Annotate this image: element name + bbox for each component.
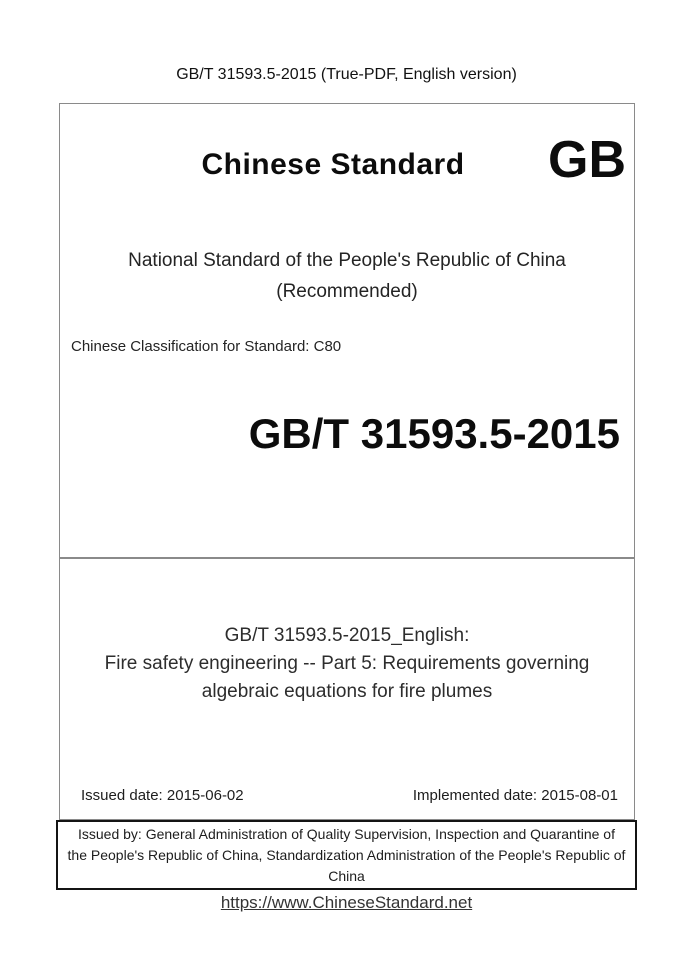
issued-by-line-1: Issued by: General Administration of Quality Supervision, Inspection and Quarantine of bbox=[78, 825, 615, 842]
issued-by-box bbox=[56, 820, 637, 890]
national-standard-line: National Standard of the People's Republic of China bbox=[128, 250, 566, 271]
classification-line: Chinese Classification for Standard: C80 bbox=[71, 338, 342, 355]
issued-by-line-3: China bbox=[328, 867, 365, 884]
issued-by-line-2: the People's Republic of China, Standardization Administration of the People's Republic of bbox=[67, 846, 626, 863]
english-title-block bbox=[60, 622, 634, 706]
english-title-line-3: algebraic equations for fire plumes bbox=[201, 681, 493, 702]
footer bbox=[0, 893, 693, 913]
gb-logo: GB bbox=[548, 131, 626, 189]
website-link[interactable]: https://www.ChineseStandard.net bbox=[220, 893, 473, 912]
cover-top-box bbox=[59, 103, 635, 558]
brand-title: Chinese Standard bbox=[201, 148, 465, 181]
issued-date: Issued date: 2015-06-02 bbox=[81, 787, 244, 804]
english-title-line-1: GB/T 31593.5-2015_English: bbox=[224, 625, 470, 646]
cover-title-box bbox=[59, 558, 635, 820]
document-header-title: GB/T 31593.5-2015 (True-PDF, English version) bbox=[176, 66, 517, 83]
recommended-line: (Recommended) bbox=[276, 281, 418, 302]
implemented-date: Implemented date: 2015-08-01 bbox=[412, 787, 618, 804]
standard-number: GB/T 31593.5-2015 bbox=[248, 410, 620, 457]
english-title-line-2: Fire safety engineering -- Part 5: Requirements governing bbox=[104, 653, 590, 674]
